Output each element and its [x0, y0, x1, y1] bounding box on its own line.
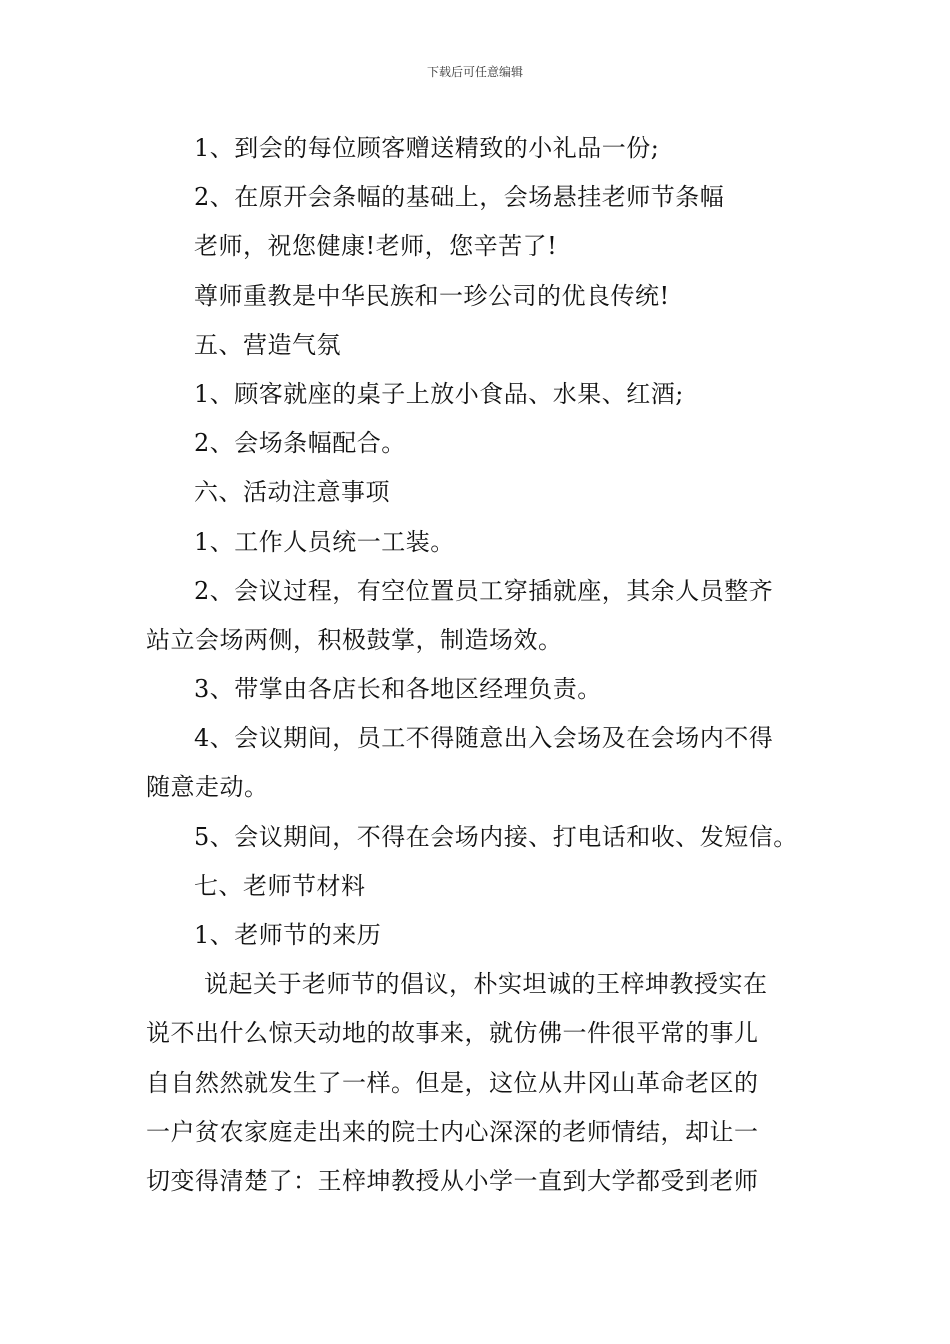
- section-heading: 六、活动注意事项: [194, 478, 390, 507]
- text-line: 1、工作人员统一工装。: [194, 527, 455, 556]
- text-line: 一户贫农家庭走出来的院士内心深深的老师情结，却让一: [146, 1117, 759, 1146]
- text-line: 说起关于老师节的倡议，朴实坦诚的王梓坤教授实在: [204, 970, 768, 999]
- text-line: 2、在原开会条幅的基础上，会场悬挂老师节条幅: [194, 183, 725, 212]
- section-heading: 五、营造气氛: [194, 330, 341, 359]
- text-line: 5、会议期间，不得在会场内接、打电话和收、发短信。: [194, 822, 798, 851]
- text-line: 2、会场条幅配合。: [194, 429, 406, 458]
- text-line: 站立会场两侧，积极鼓掌，制造场效。: [146, 625, 563, 654]
- text-line: 自自然然就发生了一样。但是，这位从井冈山革命老区的: [146, 1068, 759, 1097]
- text-line: 3、带掌由各店长和各地区经理负责。: [194, 675, 602, 704]
- text-line: 2、会议过程，有空位置员工穿插就座，其余人员整齐: [194, 576, 774, 605]
- sub-heading: 1、老师节的来历: [194, 921, 382, 949]
- text-line: 尊师重教是中华民族和一珍公司的优良传统!: [194, 281, 670, 310]
- text-line: 1、顾客就座的桌子上放小食品、水果、红酒;: [194, 379, 684, 408]
- text-line: 随意走动。: [146, 773, 269, 802]
- text-line: 老师，祝您健康!老师，您辛苦了!: [194, 232, 558, 261]
- section-heading: 七、老师节材料: [194, 871, 366, 900]
- text-line: 说不出什么惊天动地的故事来，就仿佛一件很平常的事儿: [146, 1019, 759, 1048]
- text-line: 4、会议期间，员工不得随意出入会场及在会场内不得: [194, 724, 774, 753]
- page-header: 下载后可任意编辑: [426, 65, 523, 79]
- document-body: [146, 124, 810, 1206]
- text-line: 切变得清楚了：王梓坤教授从小学一直到大学都受到老师: [146, 1166, 759, 1195]
- text-line: 1、到会的每位顾客赠送精致的小礼品一份;: [194, 134, 660, 162]
